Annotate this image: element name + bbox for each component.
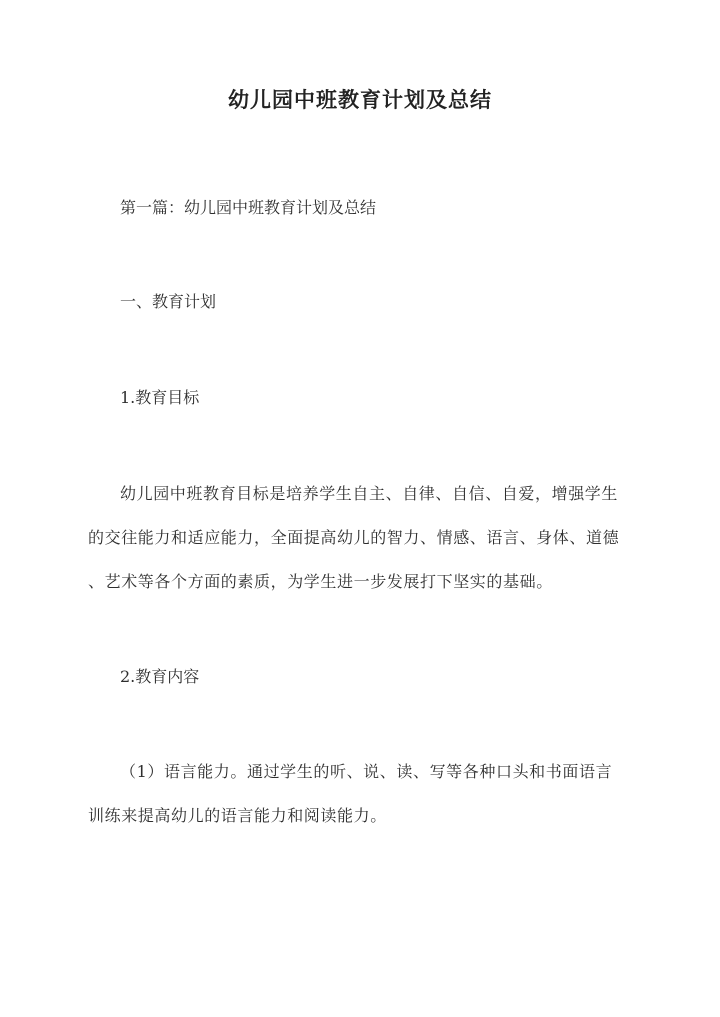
- subheading-education-goals: 1.教育目标: [120, 388, 200, 407]
- subheading-education-content: 2.教育内容: [120, 667, 200, 686]
- paragraph-goals-line-2: 的交往能力和适应能力，全面提高幼儿的智力、情感、语言、身体、道德: [88, 528, 620, 547]
- paragraph-content-line-1: （1）语言能力。通过学生的听、说、读、写等各种口头和书面语言: [120, 762, 613, 781]
- section-heading: 第一篇：幼儿园中班教育计划及总结: [120, 198, 377, 217]
- paragraph-content-line-2: 训练来提高幼儿的语言能力和阅读能力。: [88, 806, 387, 825]
- part-heading: 一、教育计划: [120, 292, 217, 311]
- paragraph-goals-line-1: 幼儿园中班教育目标是培养学生自主、自律、自信、自爱，增强学生: [120, 484, 619, 503]
- paragraph-goals-line-3: 、艺术等各个方面的素质，为学生进一步发展打下坚实的基础。: [88, 572, 553, 591]
- document-title: 幼儿园中班教育计划及总结: [228, 87, 492, 112]
